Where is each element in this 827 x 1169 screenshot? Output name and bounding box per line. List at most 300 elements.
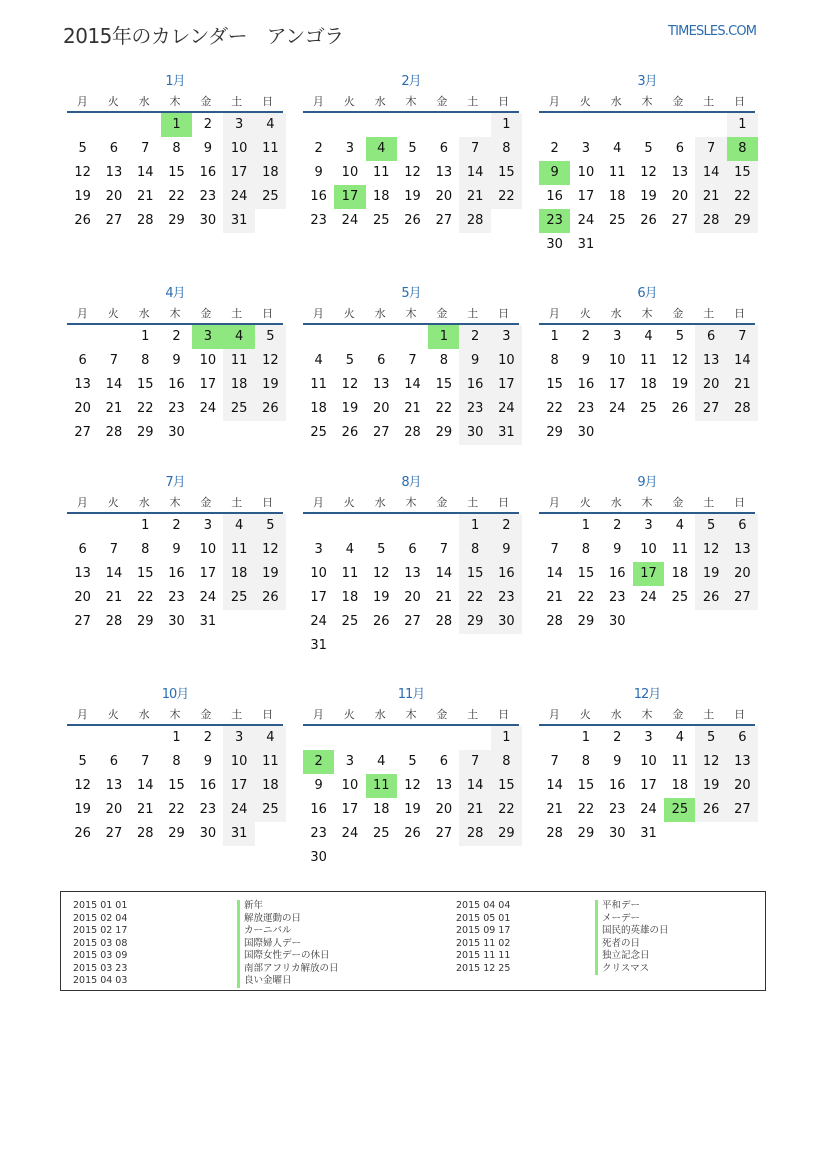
day-cell: 10 [223, 137, 254, 161]
day-grid [536, 514, 758, 634]
day-cell: 4 [255, 113, 286, 137]
month-1 [64, 73, 286, 233]
day-cell: 1 [581, 730, 591, 745]
month-2 [300, 73, 522, 233]
day-cell: 13 [74, 566, 91, 581]
day-cell: 13 [671, 165, 689, 180]
day-cell: 8 [141, 353, 150, 368]
day-cell: 30 [310, 850, 327, 865]
day-cell: 9 [491, 538, 522, 562]
weekday-label: 月 [312, 95, 324, 108]
weekday-label: 水 [374, 95, 386, 108]
day-cell: 22 [546, 401, 563, 416]
weekday-label: 金 [436, 708, 448, 721]
day-cell: 2 [172, 329, 181, 344]
empty-cell [428, 113, 459, 137]
day-cell: 28 [459, 209, 490, 233]
weekday-label: 日 [734, 496, 746, 509]
empty-cell [98, 726, 129, 750]
weekday-label: 水 [374, 307, 386, 320]
day-cell: 19 [671, 377, 689, 392]
day-cell: 6 [439, 754, 448, 769]
day-cell: 2 [459, 325, 490, 349]
weekday-label: 日 [262, 307, 274, 320]
empty-cell [570, 113, 601, 137]
day-cell: 19 [74, 802, 91, 817]
day-cell: 27 [435, 213, 453, 228]
empty-cell [459, 113, 490, 137]
day-cell: 19 [404, 189, 421, 204]
day-cell: 3 [203, 518, 212, 533]
weekday-label: 日 [262, 95, 274, 108]
day-cell: 9 [203, 141, 212, 156]
day-cell: 30 [199, 213, 217, 228]
day-cell: 31 [577, 237, 595, 252]
day-cell: 22 [136, 590, 154, 605]
day-cell: 6 [377, 353, 386, 368]
day-grid [536, 325, 758, 445]
day-cell: 28 [546, 614, 563, 629]
empty-cell [539, 113, 570, 137]
day-cell: 9 [172, 542, 181, 557]
weekday-label: 水 [138, 95, 150, 108]
month-title: 9月 [637, 475, 657, 490]
weekday-label: 日 [734, 95, 746, 108]
day-cell: 18 [255, 161, 286, 185]
day-cell: 26 [640, 213, 657, 228]
day-cell: 24 [341, 213, 359, 228]
day-cell: 29 [546, 425, 563, 440]
day-cell: 10 [199, 542, 217, 557]
holiday-list [60, 891, 766, 991]
day-cell: 21 [459, 185, 490, 209]
weekday-label: 火 [579, 708, 591, 721]
holiday-name: メーデー [595, 913, 669, 926]
day-cell: 27 [404, 614, 421, 629]
day-cell: 18 [671, 566, 689, 581]
day-cell: 26 [341, 425, 359, 440]
empty-cell [130, 726, 161, 750]
weekday-header [67, 91, 283, 113]
day-cell: 28 [136, 213, 154, 228]
day-cell: 17 [199, 377, 217, 392]
weekday-label: 日 [498, 708, 510, 721]
holiday-name: 独立記念日 [595, 950, 669, 963]
day-cell: 20 [74, 401, 91, 416]
holiday-name: 南部アフリカ解放の日 [237, 963, 339, 976]
day-cell: 11 [341, 566, 359, 581]
day-cell: 2 [550, 141, 559, 156]
empty-cell [539, 514, 570, 538]
day-cell: 27 [695, 397, 726, 421]
empty-cell [67, 726, 98, 750]
weekday-label: 月 [548, 496, 560, 509]
weekday-label: 土 [703, 708, 715, 721]
day-cell: 15 [491, 774, 522, 798]
day-cell: 22 [459, 586, 490, 610]
day-cell: 17 [223, 161, 254, 185]
day-cell: 26 [404, 213, 421, 228]
day-cell: 16 [199, 165, 217, 180]
day-cell: 12 [404, 778, 421, 793]
month-4 [64, 285, 286, 445]
month-3 [536, 73, 758, 257]
day-cell: 21 [404, 401, 421, 416]
weekday-header [539, 492, 755, 514]
day-cell: 2 [172, 518, 181, 533]
day-cell: 20 [74, 590, 91, 605]
day-cell: 26 [372, 614, 390, 629]
day-grid [64, 113, 286, 233]
day-cell: 26 [74, 213, 91, 228]
day-cell: 13 [404, 566, 421, 581]
day-cell: 14 [105, 566, 123, 581]
day-cell: 13 [74, 377, 91, 392]
month-5 [300, 285, 522, 445]
holiday-dates-left [73, 900, 127, 988]
weekday-label: 金 [672, 95, 684, 108]
holiday-date: 2015 12 25 [456, 962, 511, 974]
day-cell: 30 [546, 237, 563, 252]
day-cell: 16 [168, 377, 185, 392]
day-cell: 23 [199, 802, 217, 817]
day-cell: 12 [640, 165, 657, 180]
month-title: 8月 [401, 475, 421, 490]
day-cell: 29 [577, 614, 595, 629]
day-cell: 11 [223, 349, 254, 373]
day-cell: 9 [314, 778, 323, 793]
weekday-label: 木 [405, 708, 417, 721]
day-cell: 15 [577, 778, 595, 793]
day-cell: 22 [435, 401, 453, 416]
day-cell: 18 [341, 590, 359, 605]
weekday-label: 木 [169, 95, 181, 108]
day-cell: 4 [345, 542, 355, 557]
day-cell: 16 [577, 377, 595, 392]
weekday-label: 日 [498, 496, 510, 509]
day-cell: 5 [345, 353, 355, 368]
month-title: 11月 [397, 687, 425, 702]
weekday-label: 月 [312, 307, 324, 320]
day-cell: 16 [168, 566, 185, 581]
day-cell: 31 [491, 421, 522, 445]
day-cell: 27 [74, 425, 91, 440]
day-cell: 5 [255, 514, 286, 538]
day-cell: 28 [546, 826, 563, 841]
day-cell: 27 [105, 826, 123, 841]
day-cell: 16 [546, 189, 563, 204]
day-cell: 17 [341, 802, 359, 817]
day-cell: 5 [408, 141, 417, 156]
day-cell: 23 [608, 802, 626, 817]
holiday-day: 17 [633, 562, 664, 586]
day-cell: 22 [168, 802, 185, 817]
day-cell: 10 [491, 349, 522, 373]
day-cell: 9 [581, 353, 591, 368]
day-cell: 8 [439, 353, 448, 368]
day-cell: 9 [203, 754, 212, 769]
day-cell: 20 [372, 401, 390, 416]
day-cell: 15 [168, 165, 185, 180]
day-cell: 12 [695, 750, 726, 774]
day-cell: 1 [141, 329, 150, 344]
day-cell: 10 [640, 754, 657, 769]
day-cell: 6 [109, 141, 119, 156]
day-cell: 15 [435, 377, 453, 392]
empty-cell [67, 514, 98, 538]
weekday-label: 水 [610, 95, 622, 108]
day-cell: 23 [310, 826, 327, 841]
day-cell: 10 [640, 542, 657, 557]
day-cell: 14 [546, 566, 563, 581]
empty-cell [459, 726, 490, 750]
day-cell: 18 [372, 189, 390, 204]
day-cell: 1 [491, 726, 522, 750]
day-cell: 23 [310, 213, 327, 228]
empty-cell [303, 113, 334, 137]
day-cell: 6 [408, 542, 417, 557]
day-cell: 10 [310, 566, 327, 581]
day-cell: 27 [671, 213, 689, 228]
weekday-label: 金 [200, 708, 212, 721]
weekday-label: 土 [467, 307, 479, 320]
month-12 [536, 686, 758, 846]
weekday-label: 月 [548, 708, 560, 721]
holiday-name: 死者の日 [595, 938, 669, 951]
holiday-name: 国際婦人デー [237, 938, 339, 951]
day-cell: 21 [695, 185, 726, 209]
day-cell: 7 [141, 141, 150, 156]
day-cell: 17 [310, 590, 327, 605]
month-6 [536, 285, 758, 445]
weekday-label: 水 [610, 708, 622, 721]
day-cell: 30 [168, 614, 185, 629]
day-cell: 5 [675, 329, 684, 344]
day-cell: 8 [172, 141, 181, 156]
empty-cell [366, 726, 397, 750]
day-cell: 26 [255, 397, 286, 421]
day-cell: 23 [577, 401, 595, 416]
day-cell: 7 [408, 353, 417, 368]
month-title: 5月 [401, 286, 421, 301]
weekday-label: 土 [703, 496, 715, 509]
empty-cell [366, 325, 397, 349]
holiday-day: 3 [192, 325, 223, 349]
brand-logo[interactable]: TIMESLES.COM [668, 24, 757, 39]
day-cell: 18 [608, 189, 626, 204]
weekday-label: 月 [76, 708, 88, 721]
weekday-label: 金 [200, 496, 212, 509]
weekday-label: 火 [107, 496, 119, 509]
holiday-day: 9 [539, 161, 570, 185]
day-cell: 24 [310, 614, 327, 629]
weekday-label: 火 [107, 708, 119, 721]
weekday-label: 木 [641, 708, 653, 721]
day-cell: 20 [435, 189, 453, 204]
day-cell: 26 [695, 586, 726, 610]
day-cell: 30 [608, 826, 626, 841]
day-cell: 18 [372, 802, 390, 817]
day-cell: 13 [727, 538, 758, 562]
day-grid [300, 325, 522, 445]
day-cell: 26 [404, 826, 421, 841]
day-cell: 10 [577, 165, 595, 180]
day-cell: 11 [255, 750, 286, 774]
weekday-label: 日 [262, 496, 274, 509]
day-cell: 30 [491, 610, 522, 634]
day-cell: 27 [727, 798, 758, 822]
day-cell: 13 [105, 778, 123, 793]
holiday-date: 2015 01 01 [73, 900, 128, 911]
day-cell: 29 [577, 826, 595, 841]
day-cell: 21 [136, 802, 154, 817]
weekday-label: 木 [641, 496, 653, 509]
month-7 [64, 474, 286, 634]
day-cell: 4 [377, 754, 386, 769]
day-cell: 6 [439, 141, 448, 156]
day-cell: 28 [727, 397, 758, 421]
empty-cell [695, 113, 726, 137]
day-cell: 22 [491, 798, 522, 822]
day-cell: 9 [172, 353, 181, 368]
weekday-label: 月 [76, 95, 88, 108]
day-cell: 28 [105, 614, 123, 629]
day-cell: 12 [695, 538, 726, 562]
weekday-label: 土 [703, 95, 715, 108]
weekday-label: 土 [467, 95, 479, 108]
holiday-day: 4 [366, 137, 397, 161]
empty-cell [366, 113, 397, 137]
day-cell: 25 [310, 425, 327, 440]
day-cell: 2 [491, 514, 522, 538]
day-cell: 5 [408, 754, 417, 769]
day-cell: 19 [695, 774, 726, 798]
day-cell: 10 [608, 353, 626, 368]
day-cell: 10 [199, 353, 217, 368]
day-cell: 29 [136, 425, 154, 440]
day-cell: 24 [341, 826, 359, 841]
holiday-dates-right [456, 900, 510, 975]
weekday-label: 金 [200, 307, 212, 320]
month-8 [300, 474, 522, 658]
empty-cell [303, 726, 334, 750]
weekday-label: 月 [312, 708, 324, 721]
day-cell: 6 [727, 514, 758, 538]
day-cell: 25 [341, 614, 359, 629]
day-cell: 25 [223, 397, 254, 421]
day-cell: 2 [203, 730, 212, 745]
day-cell: 31 [223, 209, 254, 233]
weekday-label: 火 [579, 307, 591, 320]
day-cell: 21 [546, 802, 563, 817]
day-cell: 1 [550, 329, 559, 344]
weekday-label: 金 [672, 307, 684, 320]
day-cell: 31 [199, 614, 217, 629]
day-cell: 3 [314, 542, 323, 557]
weekday-header [67, 704, 283, 726]
day-cell: 27 [727, 586, 758, 610]
day-cell: 30 [168, 425, 185, 440]
weekday-label: 日 [734, 307, 746, 320]
day-cell: 20 [105, 189, 123, 204]
weekday-label: 火 [107, 95, 119, 108]
holiday-name: クリスマス [595, 963, 669, 976]
day-cell: 14 [404, 377, 421, 392]
day-cell: 3 [644, 518, 653, 533]
day-cell: 25 [372, 213, 390, 228]
day-cell: 11 [223, 538, 254, 562]
holiday-date: 2015 03 23 [73, 962, 128, 974]
day-cell: 19 [341, 401, 359, 416]
page-title: 2015年のカレンダー アンゴラ [63, 24, 344, 48]
day-cell: 27 [105, 213, 123, 228]
day-cell: 2 [613, 518, 622, 533]
weekday-label: 日 [498, 95, 510, 108]
day-cell: 21 [459, 798, 490, 822]
weekday-label: 水 [374, 496, 386, 509]
holiday-name: 国際女性デーの休日 [237, 950, 339, 963]
day-cell: 12 [671, 353, 689, 368]
day-cell: 26 [671, 401, 689, 416]
day-cell: 24 [199, 401, 217, 416]
day-cell: 20 [671, 189, 689, 204]
day-cell: 3 [644, 730, 653, 745]
day-cell: 28 [136, 826, 154, 841]
day-cell: 5 [695, 514, 726, 538]
weekday-label: 金 [436, 95, 448, 108]
weekday-label: 火 [579, 95, 591, 108]
weekday-label: 火 [107, 307, 119, 320]
day-cell: 6 [78, 353, 87, 368]
weekday-header [67, 303, 283, 325]
day-cell: 7 [695, 137, 726, 161]
holiday-date: 2015 02 04 [73, 912, 128, 924]
weekday-header [303, 91, 519, 113]
holiday-name: 平和デー [595, 900, 669, 913]
day-cell: 25 [255, 185, 286, 209]
holiday-name: 新年 [237, 900, 339, 913]
day-cell: 28 [404, 425, 421, 440]
day-cell: 9 [459, 349, 490, 373]
weekday-label: 水 [138, 708, 150, 721]
empty-cell [98, 113, 129, 137]
weekday-label: 土 [703, 307, 715, 320]
day-cell: 15 [136, 566, 154, 581]
day-cell: 1 [141, 518, 150, 533]
day-cell: 13 [105, 165, 123, 180]
day-cell: 30 [577, 425, 595, 440]
holiday-date: 2015 03 09 [73, 950, 128, 961]
day-cell: 24 [640, 590, 657, 605]
empty-cell [397, 325, 428, 349]
day-cell: 6 [675, 141, 684, 156]
weekday-label: 水 [138, 496, 150, 509]
empty-cell [67, 325, 98, 349]
weekday-label: 木 [405, 95, 417, 108]
day-cell: 8 [459, 538, 490, 562]
day-cell: 6 [109, 754, 119, 769]
day-cell: 4 [314, 353, 323, 368]
day-grid [64, 726, 286, 846]
day-cell: 7 [109, 542, 119, 557]
empty-cell [428, 514, 459, 538]
empty-cell [303, 514, 334, 538]
weekday-label: 木 [405, 307, 417, 320]
day-cell: 3 [581, 141, 591, 156]
weekday-label: 水 [138, 307, 150, 320]
day-cell: 3 [345, 754, 355, 769]
weekday-label: 火 [343, 95, 355, 108]
